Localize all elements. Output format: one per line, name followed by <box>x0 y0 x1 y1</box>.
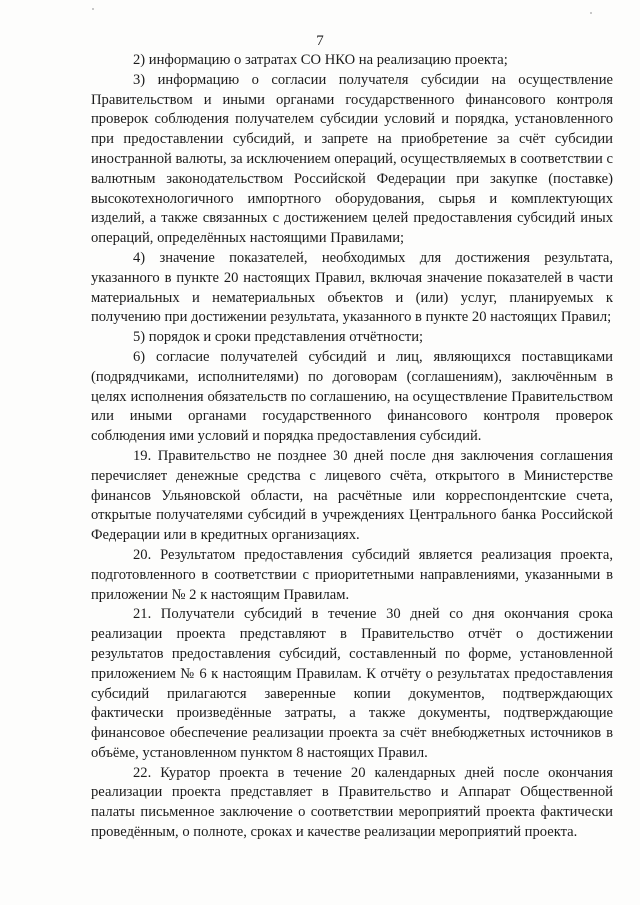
scan-speck <box>590 12 592 14</box>
document-body <box>91 51 613 843</box>
paragraph-clause-21: 21. Получатели субсидий в течение 30 дней со дня окончания срока реализации проекта представляют в Правительство отчёт о достижении результатов предоставления субсидий, составленный по форме, установленной приложением № 6 к настоящим Правилам. К отчёту о результатах предоставления субсидий прилагаются заверенные копии документов, подтверждающих фактически произведённые затраты, а также документы, подтверждающие финансовое обеспечение реализации проекта за счёт внебюджетных источников в объёме, установленном пунктом 8 настоящих Правил. <box>91 606 613 761</box>
paragraph-item-2: 2) информацию о затратах СО НКО на реализацию проекта; <box>133 52 508 68</box>
page-number: 7 <box>316 33 324 49</box>
paragraph-clause-19: 19. Правительство не позднее 30 дней после дня заключения соглашения перечисляет денежные средства с лицевого счёта, открытого в Министерстве финансов Ульяновской области, на расчётные или корреспондентские счета, открытые получателями субсидий в учреждениях Центрального банка Российской Федерации или в кредитных организациях. <box>91 447 613 544</box>
paragraph-clause-22: 22. Куратор проекта в течение 20 календарных дней после окончания реализации проекта представляет в Правительство и Аппарат Общественной палаты письменное заключение о соответствии мероприятий проекта фактически проведённым, о полноте, сроках и качестве реализации мероприятий проекта. <box>91 764 613 841</box>
paragraph-item-4: 4) значение показателей, необходимых для достижения результата, указанного в пункте 20 настоящих Правил, включая значение показателей в части материальных и нематериальных объектов и (или) услуг, планируемых к получению при достижении результата, указанного в пункте 20 настоящих Правил; <box>91 249 613 326</box>
paragraph-item-3: 3) информацию о согласии получателя субсидии на осуществление Правительством и иными органами государственного финансового контроля проверок соблюдения получателем субсидии условий и порядка, установленного при предоставлении субсидий, и запрете на приобретение за счёт субсидии иностранной валюты, за исключением операций, осуществляемых в соответствии с валютным законодательством Российской Федерации при закупке (поставке) высокотехнологичного импортного оборудования, сырья и комплектующих изделий, а также связанных с достижением целей предоставления субсидий иных операций, определённых настоящими Правилами; <box>91 71 613 247</box>
paragraph-clause-20: 20. Результатом предоставления субсидий является реализация проекта, подготовленного в соответствии с приоритетными направлениями, указанными в приложении № 2 к настоящим Правилам. <box>91 546 613 603</box>
scan-speck <box>92 8 94 10</box>
paragraph-item-5: 5) порядок и сроки представления отчётности; <box>133 329 424 346</box>
paragraph-item-6: 6) согласие получателей субсидий и лиц, являющихся поставщиками (подрядчиками, исполнителями) по договорам (соглашениям), заключённым в целях исполнения обязательств по соглашению, на осуществление Правительством или иными органами государственного финансового контроля проверок соблюдения ими условий и порядка предоставления субсидий. <box>91 348 613 445</box>
